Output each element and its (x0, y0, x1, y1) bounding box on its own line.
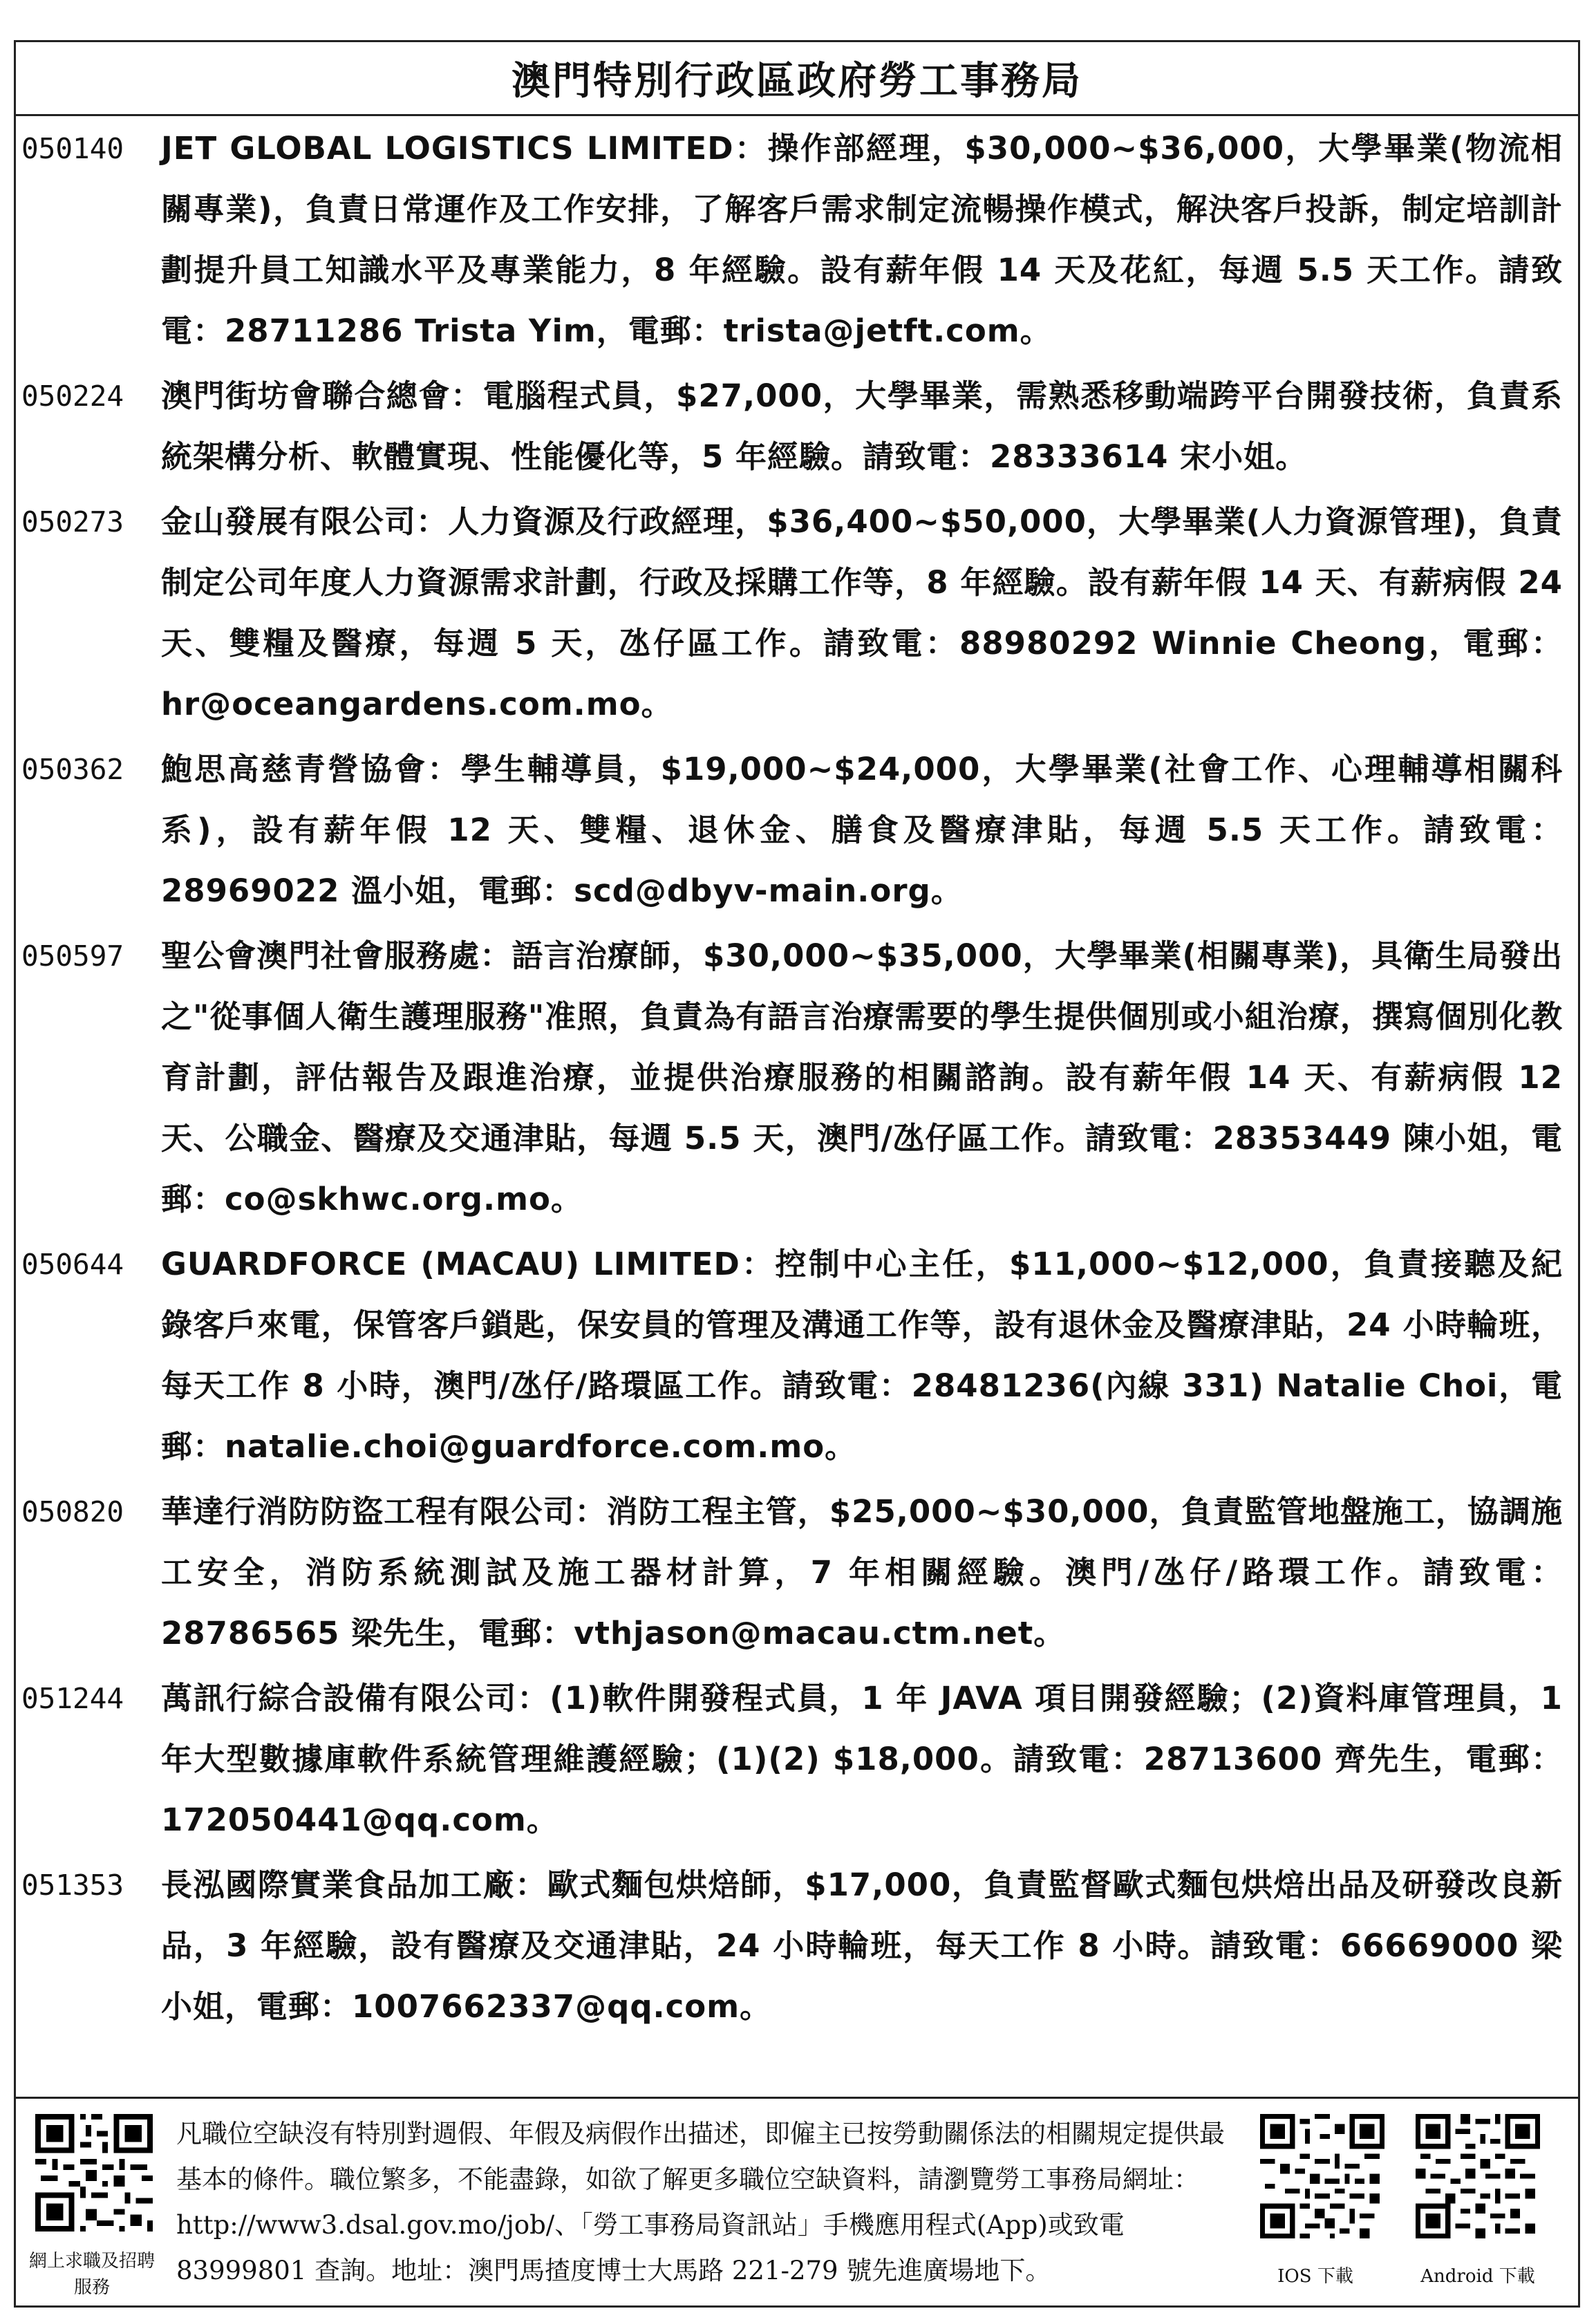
job-code: 050362 (21, 753, 124, 786)
job-code: 051353 (21, 1869, 124, 1902)
qr-caption: IOS 下載 (1277, 2266, 1353, 2287)
list-item (16, 366, 1578, 487)
list-item (16, 118, 1578, 362)
job-code: 050820 (21, 1495, 124, 1528)
job-description: 聖公會澳門社會服務處：語言治療師，$30,000~$35,000，大學畢業(相關專業)，具衛生局發出之"從事個人衛生護理服務"准照，負責為有語言治療需要的學生提供個別或小組治療，撰寫個別化教育計劃，評估報告及跟進治療，並提供治療服務的相關諮詢。設有薪年假 14 天、有薪病假 12 天、公職金、醫療及交通津貼，每週 5.5 天，澳門/氹仔區工作。請致電：28353449 陳小姐，電郵：co@skhwc.org.mo。 (161, 937, 1563, 1217)
job-description: 澳門街坊會聯合總會：電腦程式員，$27,000，大學畢業，需熟悉移動端跨平台開發技術，負責系統架構分析、軟體實現、性能優化等，5 年經驗。請致電：28333614 宋小姐。 (161, 377, 1563, 475)
qr-code-icon[interactable] (1260, 2114, 1384, 2238)
list-item (16, 1234, 1578, 1477)
list-item (16, 1481, 1578, 1664)
job-listing-sheet (14, 40, 1580, 2308)
job-description: GUARDFORCE (MACAU) LIMITED：控制中心主任，$11,000~$12,000，負責接聽及紀錄客戶來電，保管客戶鎖匙，保安員的管理及溝通工作等，設有退休金及醫療津貼，24 小時輪班，每天工作 8 小時，澳門/氹仔/路環區工作。請致電：28481236(內線 331) Natalie Choi，電郵：natalie.choi@guardforce.com.mo。 (161, 1246, 1563, 1465)
list-item (16, 1668, 1578, 1851)
job-code: 050224 (21, 380, 124, 413)
job-code: 050273 (21, 505, 124, 539)
qr-caption: Android 下載 (1420, 2266, 1535, 2287)
qr-code-icon[interactable] (1416, 2114, 1540, 2238)
qr-code-icon[interactable] (35, 2107, 153, 2238)
job-code: 051244 (21, 1682, 124, 1715)
job-description: 長泓國際實業食品加工廠：歐式麵包烘焙師，$17,000，負責監督歐式麵包烘焙出品及研發改良新品，3 年經驗，設有醫療及交通津貼，24 小時輪班，每天工作 8 小時。請致電：66669000 梁小姐，電郵：1007662337@qq.com。 (161, 1866, 1563, 2025)
job-description: 金山發展有限公司：人力資源及行政經理，$36,400~$50,000，大學畢業(人力資源管理)，負責制定公司年度人力資源需求計劃，行政及採購工作等，8 年經驗。設有薪年假 14 天、有薪病假 24 天、雙糧及醫療，每週 5 天，氹仔區工作。請致電：88980292 Winnie Cheong，電郵：hr@oceangardens.com.mo。 (161, 503, 1563, 722)
list-item (16, 1855, 1578, 2037)
footer (16, 2097, 1578, 2308)
job-description: JET GLOBAL LOGISTICS LIMITED：操作部經理，$30,000~$36,000，大學畢業(物流相關專業)，負責日常運作及工作安排，了解客戶需求制定流暢操作模式，解決客戶投訴，制定培訓計劃提升員工知識水平及專業能力，8 年經驗。設有薪年假 14 天及花紅，每週 5.5 天工作。請致電：28711286 Trista Yim，電郵：trista@jetft.com。 (161, 130, 1563, 349)
page-title: 澳門特別行政區政府勞工事務局 (16, 42, 1578, 116)
job-description: 萬訊行綜合設備有限公司：(1)軟件開發程式員，1 年 JAVA 項目開發經驗；(2)資料庫管理員，1 年大型數據庫軟件系統管理維護經驗；(1)(2) $18,000。請致電：28713600 齊先生，電郵：172050441@qq.com。 (161, 1680, 1563, 1838)
qr-caption: 網上求職及招聘服務 (28, 2251, 155, 2298)
list-item (16, 739, 1578, 921)
list-item (16, 926, 1578, 1230)
job-code: 050597 (21, 939, 124, 973)
job-description: 鮑思高慈青營協會：學生輔導員，$19,000~$24,000，大學畢業(社會工作、心理輔導相關科系)，設有薪年假 12 天、雙糧、退休金、膳食及醫療津貼，每週 5.5 天工作。請致電：28969022 溫小姐，電郵：scd@dbyv-main.org。 (161, 751, 1563, 909)
job-code: 050644 (21, 1248, 124, 1281)
job-description: 華達行消防防盜工程有限公司：消防工程主管，$25,000~$30,000，負責監管地盤施工，協調施工安全，消防系統測試及施工器材計算，7 年相關經驗。澳門/氹仔/路環工作。請致電：28786565 梁先生，電郵：vthjason@macau.ctm.net。 (161, 1493, 1563, 1652)
job-code: 050140 (21, 132, 124, 165)
list-item (16, 492, 1578, 735)
job-list (16, 114, 1578, 2097)
footer-notice: 凡職位空缺沒有特別對週假、年假及病假作出描述，即僱主已按勞動關係法的相關規定提供最基本的條件。職位繁多，不能盡錄，如欲了解更多職位空缺資料，請瀏覽勞工事務局網址：http://www3.dsal.gov.mo/job/、「勞工事務局資訊站」手機應用程式(App)或致電 83999801 查詢。地址：澳門馬揸度博士大馬路 221-279 號先進廣場地下。 (176, 2119, 1225, 2285)
